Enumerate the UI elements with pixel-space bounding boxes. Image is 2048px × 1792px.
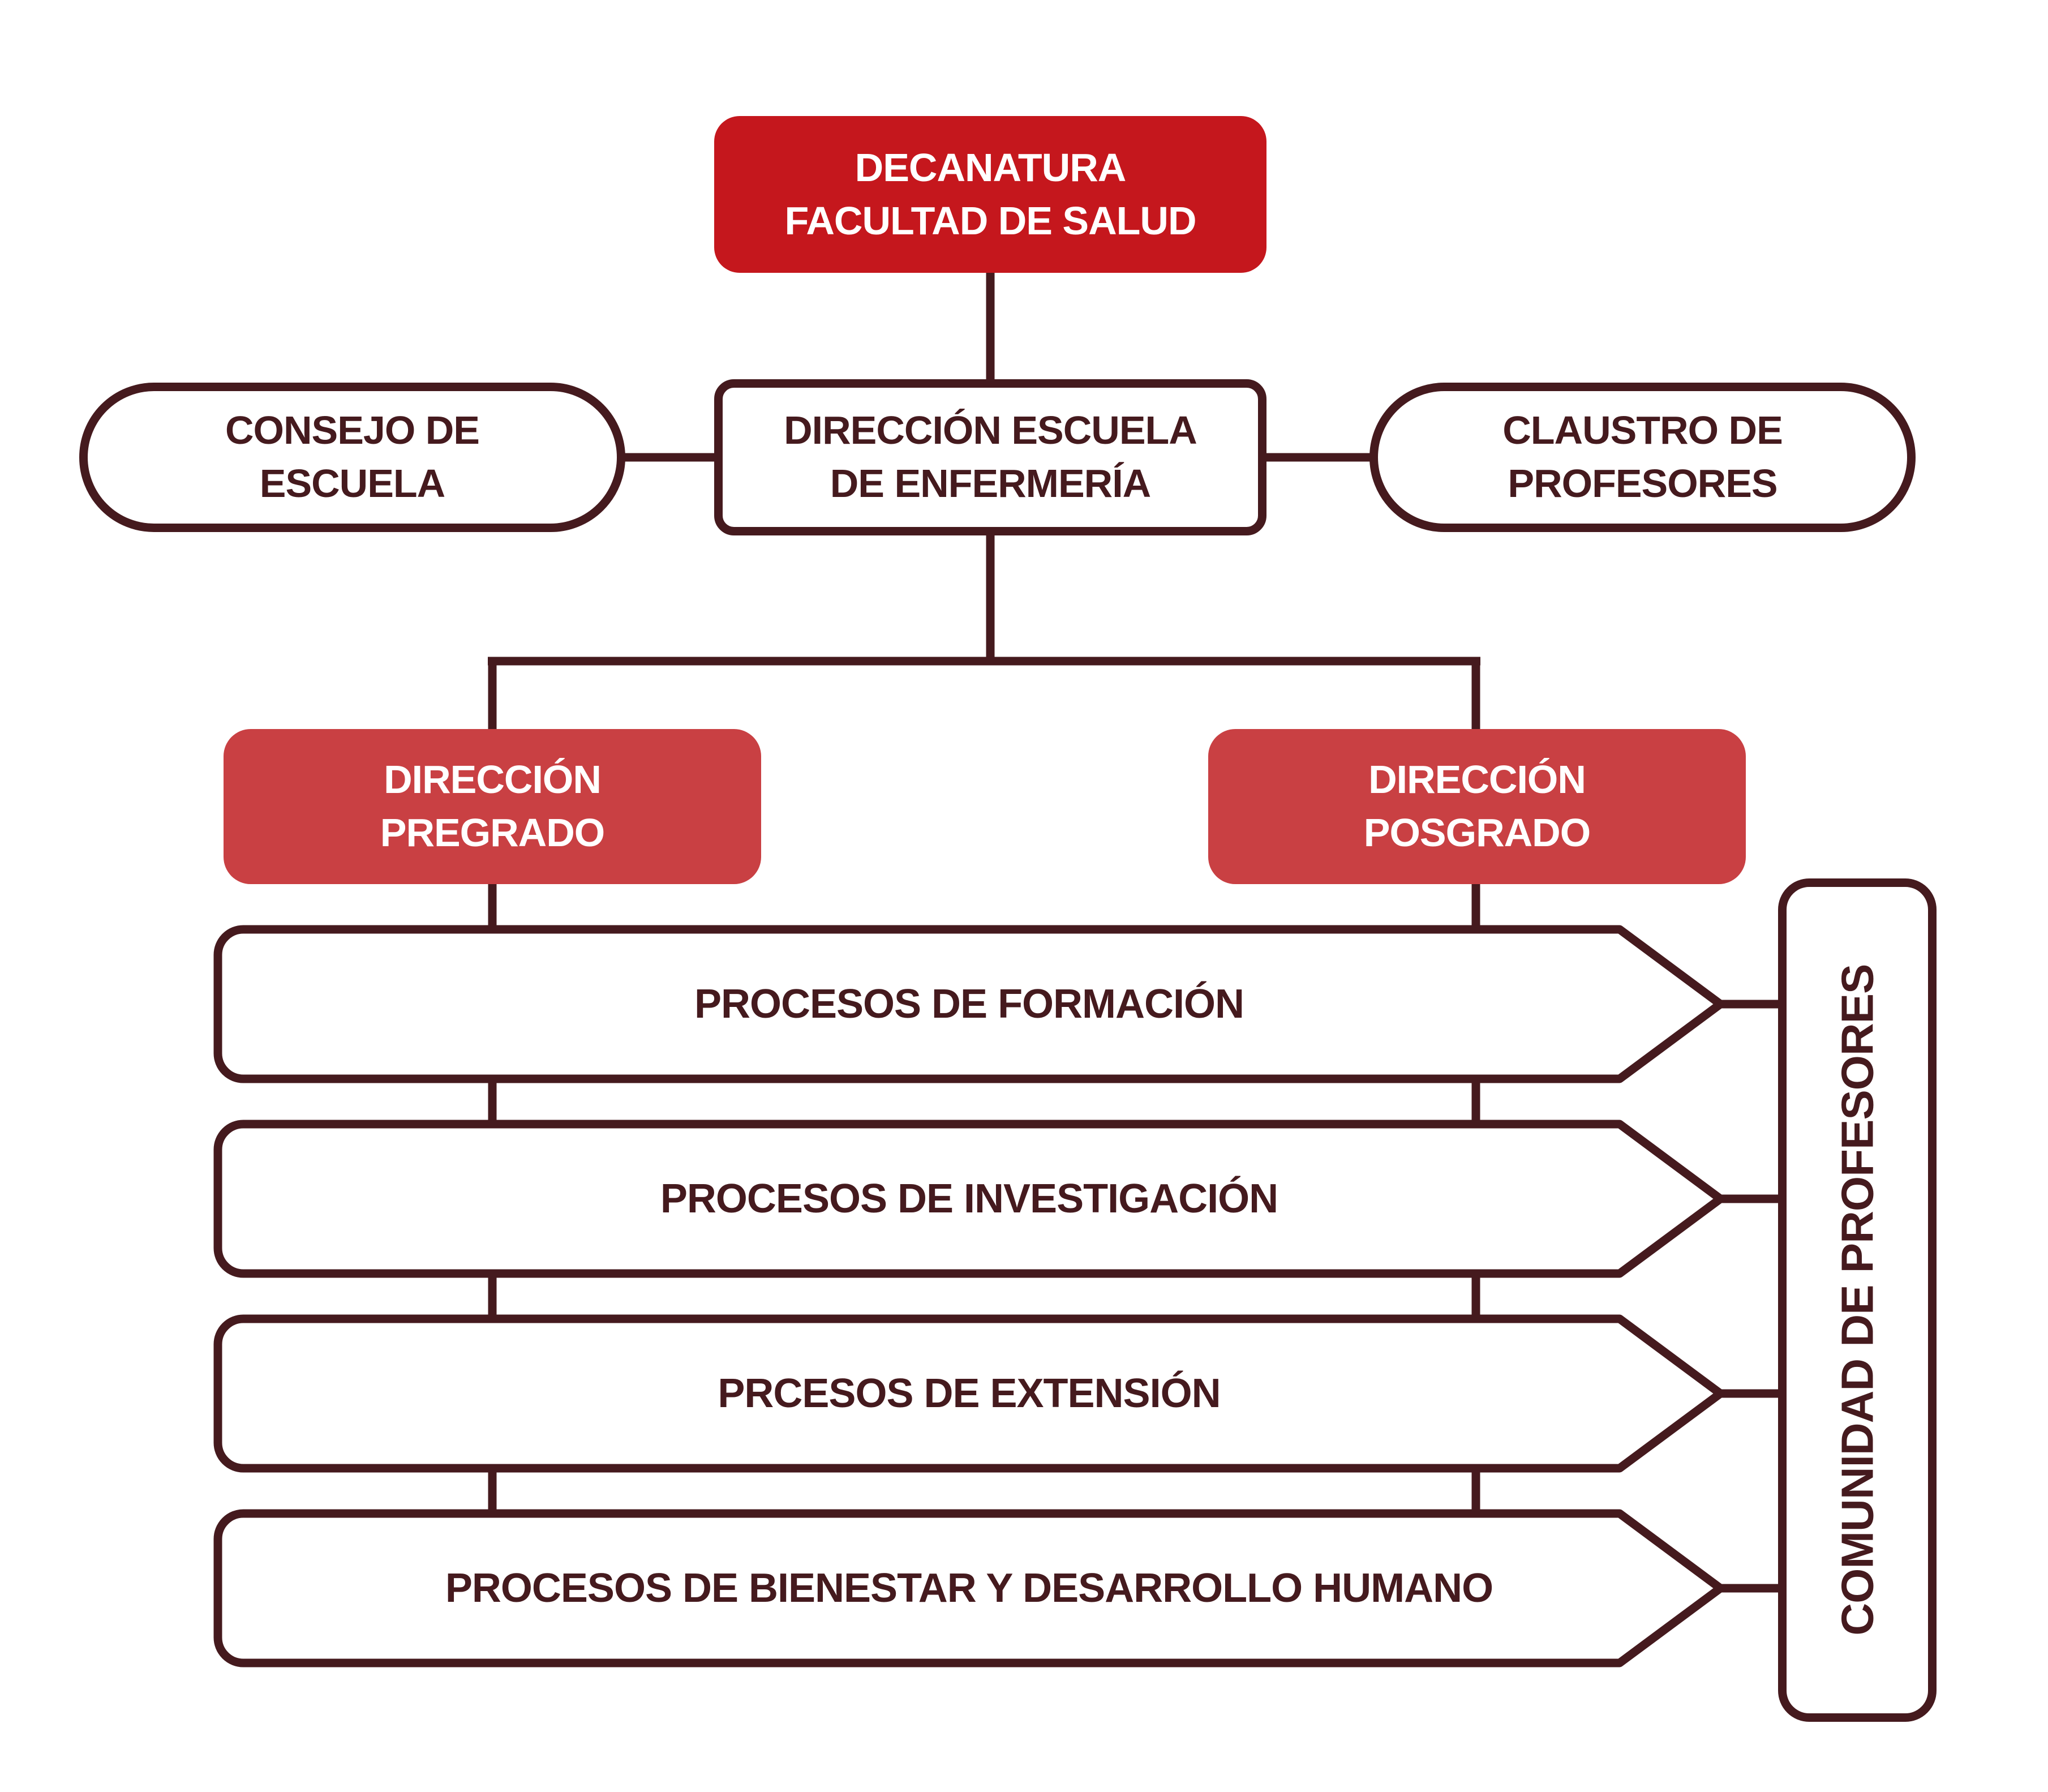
node-label: PROCESOS DE BIENESTAR Y DESARROLLO HUMANO — [445, 1566, 1493, 1611]
node-label: DECANATURA — [855, 145, 1126, 190]
node-label: ESCUELA — [259, 461, 445, 505]
node-label: PREGRADO — [380, 811, 605, 855]
node-direccion-posgrado — [1208, 729, 1746, 884]
node-comunidad-de-profesores — [1778, 878, 1937, 1722]
node-decanatura — [714, 116, 1266, 273]
node-label: DE ENFERMERÍA — [830, 461, 1151, 505]
node-direccion-pregrado — [224, 729, 761, 884]
node-label: CLAUSTRO DE — [1502, 408, 1783, 453]
node-label: CONSEJO DE — [225, 408, 479, 453]
node-label: PROCESOS DE INVESTIGACIÓN — [660, 1176, 1278, 1221]
node-label: POSGRADO — [1363, 811, 1591, 855]
node-label: PRCESOS DE EXTENSIÓN — [718, 1371, 1221, 1416]
node-label: FACULTAD DE SALUD — [784, 198, 1196, 243]
node-label: PROCESOS DE FORMACIÓN — [694, 981, 1244, 1027]
node-label: PROFESORES — [1508, 461, 1777, 505]
node-label: DIRECCIÓN — [384, 757, 601, 802]
node-procesos-investigacion — [218, 1124, 1720, 1274]
node-direccion-escuela-enfermeria — [714, 379, 1266, 535]
node-procesos-formacion — [218, 929, 1720, 1079]
node-label: DIRECCIÓN ESCUELA — [784, 408, 1197, 453]
node-label: COMUNIDAD DE PROFESORES — [1832, 964, 1883, 1636]
node-consejo-de-escuela — [79, 383, 625, 532]
node-procesos-extension — [218, 1319, 1720, 1468]
node-procesos-bienestar — [218, 1514, 1720, 1663]
node-label: DIRECCIÓN — [1368, 757, 1586, 802]
node-claustro-de-profesores — [1369, 383, 1916, 532]
